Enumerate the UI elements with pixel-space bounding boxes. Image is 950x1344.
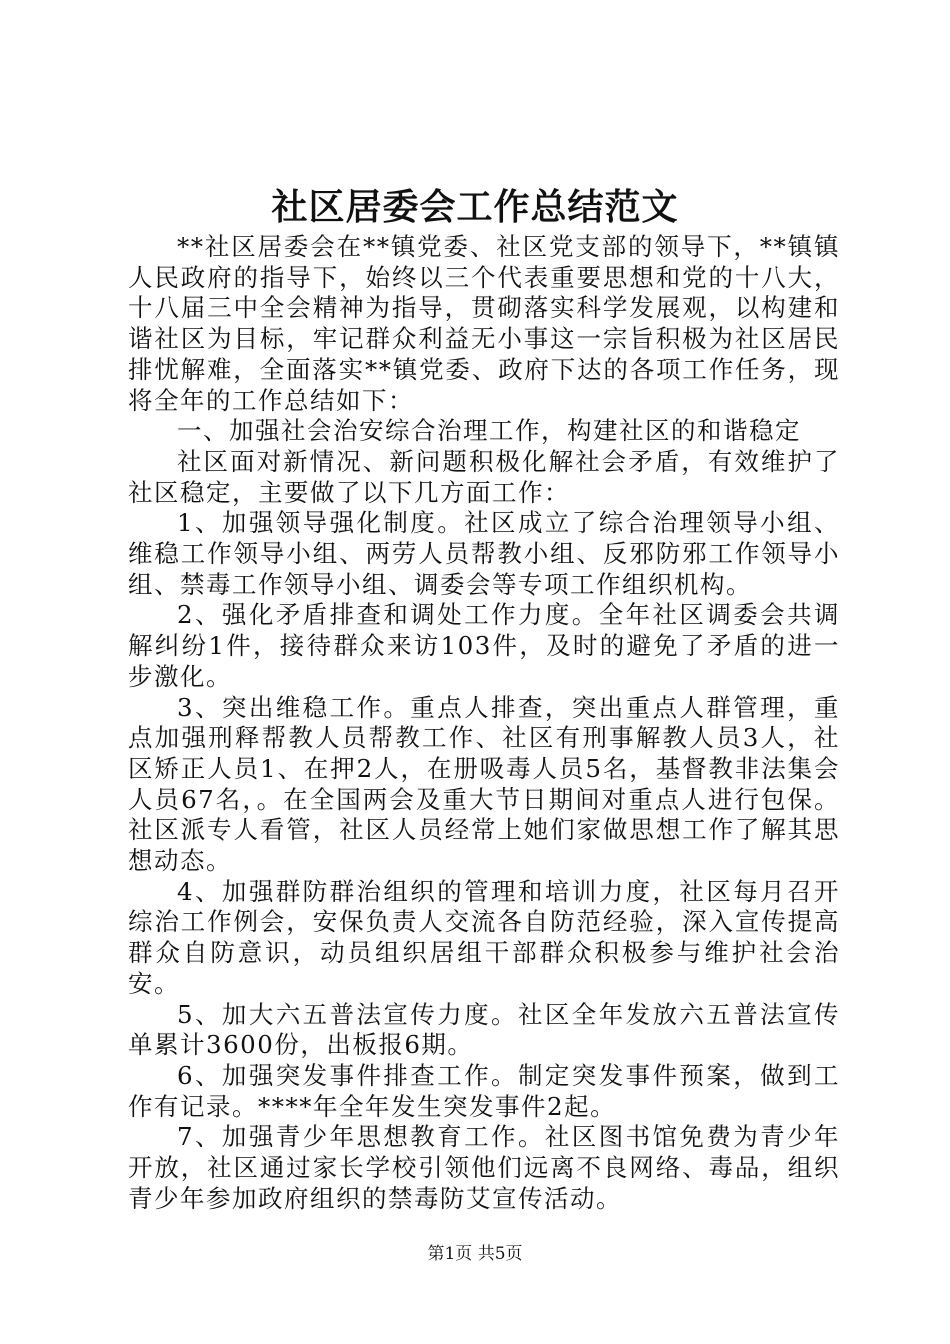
paragraph-item-3: 3、突出维稳工作。重点人排查，突出重点人群管理，重点加强刑释帮教人员帮教工作、社区有刑事解教人员3人，社区矫正人员1、在押2人，在册吸毒人员5名，基督教非法集会人员67名，。在全国两会及重大节日期间对重点人进行包保。社区派专人看管，社区人员经常上她们家做思想工作了解其思想动态。 <box>128 692 840 876</box>
paragraph-item-1: 1、加强领导强化制度。社区成立了综合治理领导小组、维稳工作领导小组、两劳人员帮教小组、反邪防邪工作领导小组、禁毒工作领导小组、调委会等专项工作组织机构。 <box>128 508 840 599</box>
document-title: 社区居委会工作总结范文 <box>271 186 679 228</box>
page-number-footer: 第1页 共5页 <box>427 1244 523 1264</box>
paragraph-item-7: 7、加强青少年思想教育工作。社区图书馆免费为青少年开放，社区通过家长学校引领他们远离不良网络、毒品，组织青少年参加政府组织的禁毒防艾宣传活动。 <box>128 1122 840 1213</box>
paragraph-item-2: 2、强化矛盾排查和调处工作力度。全年社区调委会共调解纠纷1件，接待群众来访103件，及时的避免了矛盾的进一步激化。 <box>128 600 840 691</box>
paragraph-item-4: 4、加强群防群治组织的管理和培训力度，社区每月召开综治工作例会，安保负责人交流各自防范经验，深入宣传提高群众自防意识，动员组织居组干部群众积极参与维护社会治安。 <box>128 876 840 998</box>
paragraph-intro: **社区居委会在**镇党委、社区党支部的领导下，**镇镇人民政府的指导下，始终以三个代表重要思想和党的十八大，十八届三中全会精神为指导，贯砌落实科学发展观，以构建和谐社区为目标，牢记群众利益无小事这一宗旨积极为社区居民排忧解难，全面落实**镇党委、政府下达的各项工作任务，现将全年的工作总结如下： <box>128 232 840 415</box>
section-heading-1: 一、加强社会治安综合治理工作，构建社区的和谐稳定 <box>177 416 801 446</box>
paragraph-section-intro: 社区面对新情况、新问题积极化解社会矛盾，有效维护了社区稳定，主要做了以下几方面工作： <box>128 446 840 507</box>
paragraph-item-5: 5、加大六五普法宣传力度。社区全年发放六五普法宣传单累计3600份，出板报6期。 <box>128 999 840 1060</box>
document-body <box>128 232 840 1215</box>
paragraph-item-6: 6、加强突发事件排查工作。制定突发事件预案，做到工作有记录。****年全年发生突发事件2起。 <box>128 1060 840 1121</box>
